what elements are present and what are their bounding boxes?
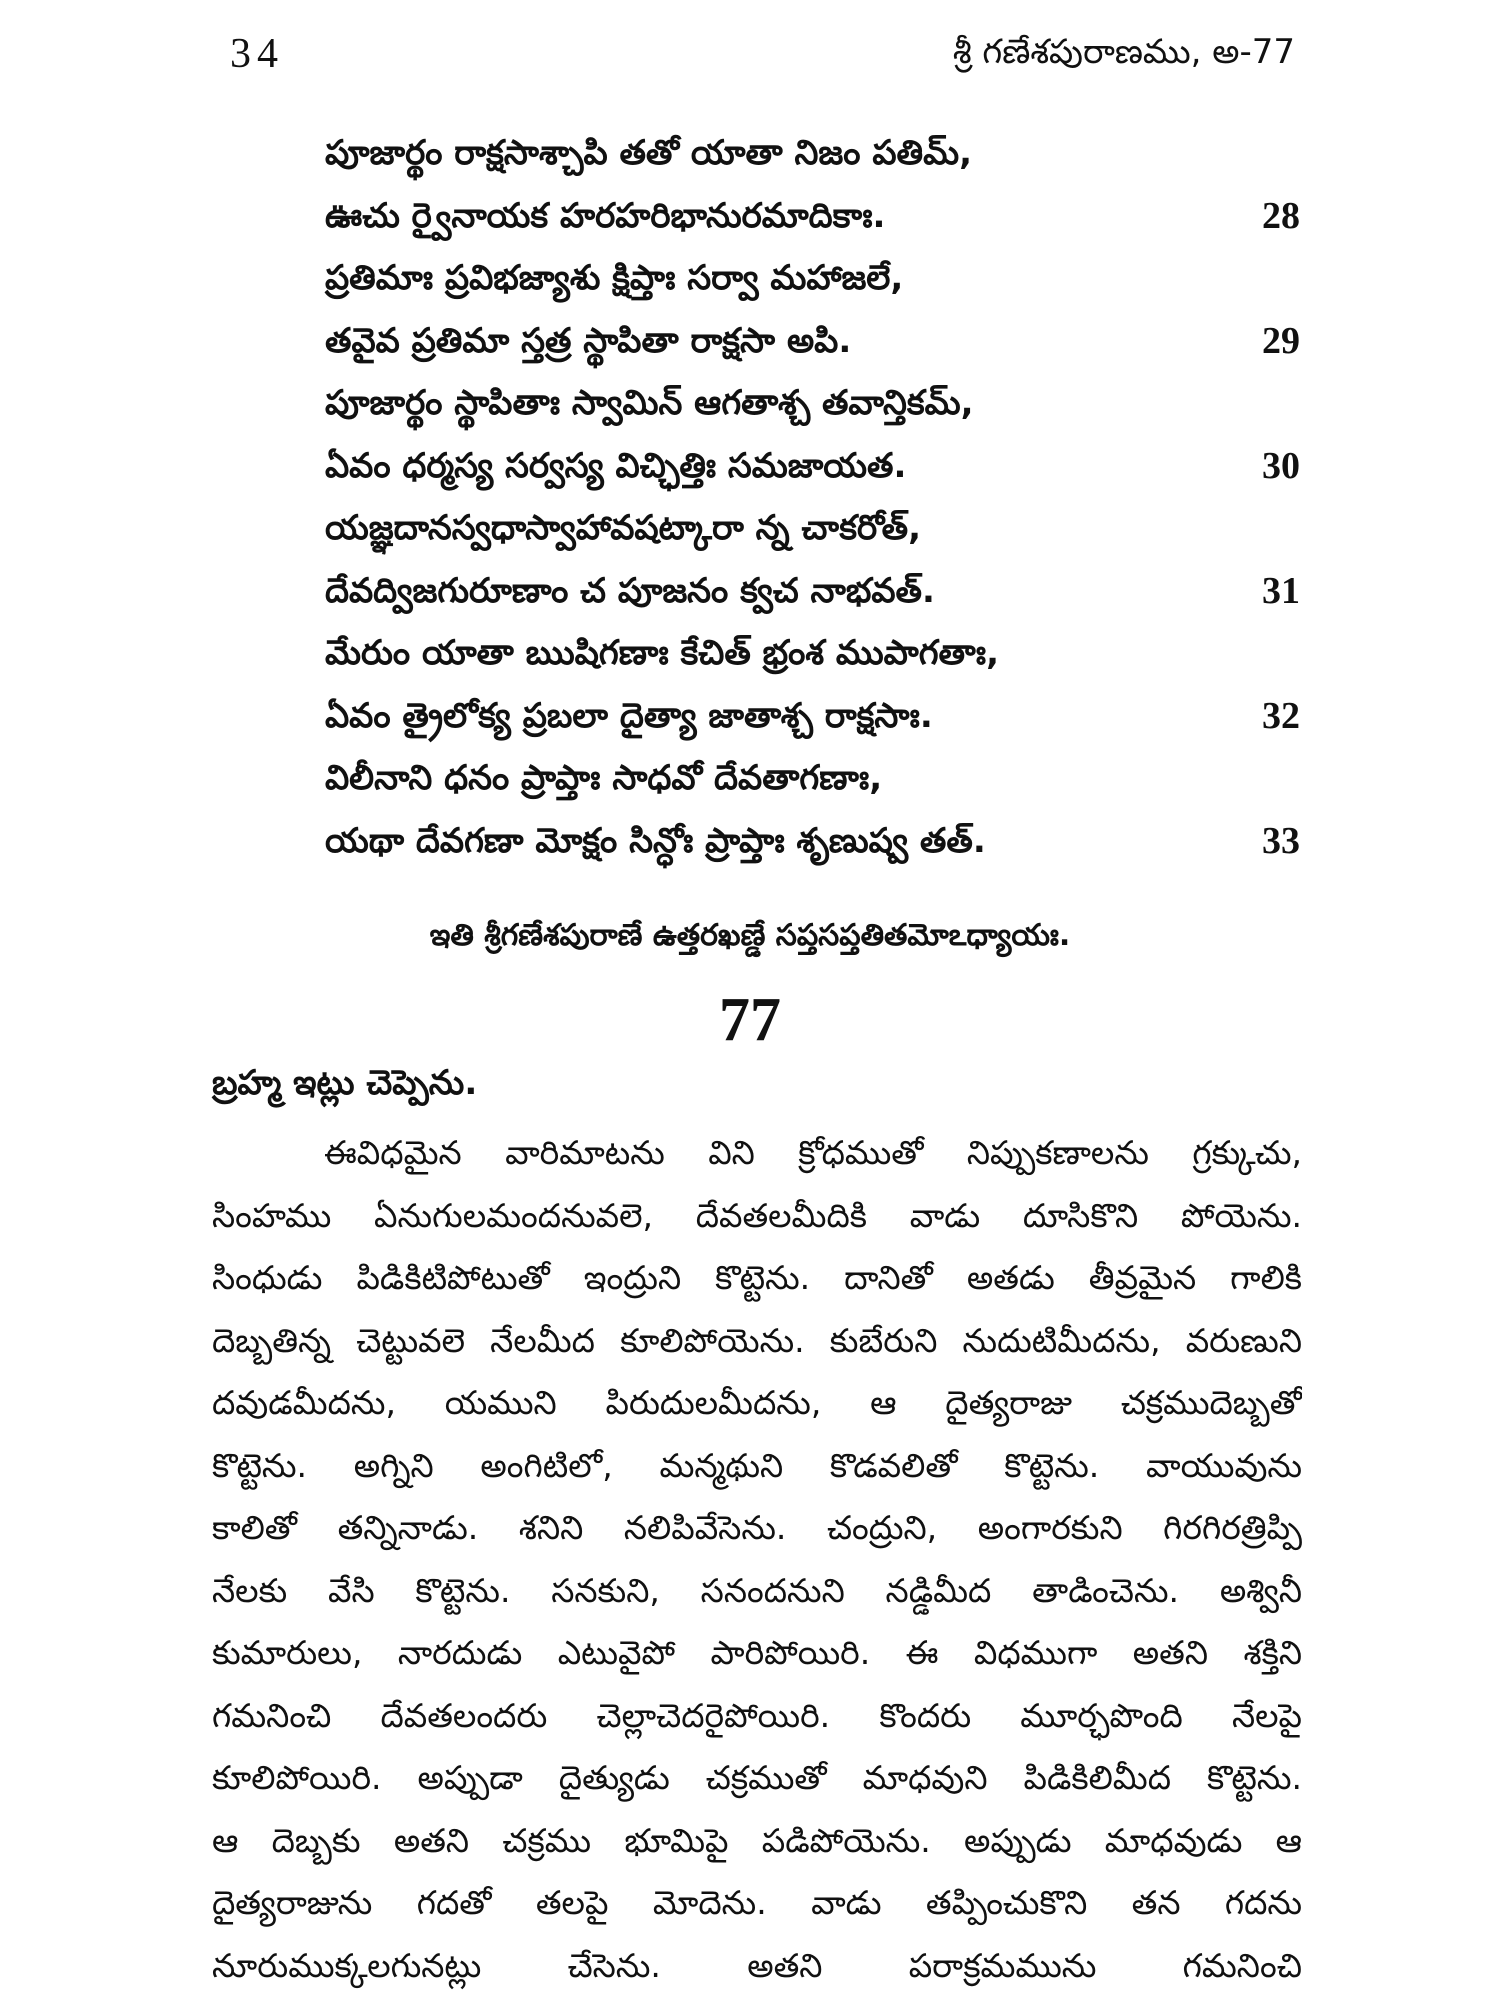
verse-line: యథా దేవగణా మోక్షం సిన్ధోః ప్రాప్తాః శృణుష్వ తత్. 33 — [325, 810, 1300, 873]
prose-line: ఆ దెబ్బకు అతని చక్రము భూమిపై పడిపోయెను. అప్పుడు మాధవుడు ఆ — [212, 1820, 1302, 1860]
chapter-number: 77 — [719, 986, 781, 1054]
prose-line: దవుడమీదను, యముని పిరుదులమీదను, ఆ దైత్యరాజు చక్రముదెబ్బతో — [212, 1383, 1302, 1422]
verse-number: 33 — [1262, 819, 1300, 862]
prose-line: ఈవిధమైన వారిమాటను విని క్రోధముతో నిప్పుకణాలను గ్రక్కుచు, — [324, 1133, 1302, 1172]
prose-line: నూరుముక్కలగునట్లు చేసెను. అతని పరాక్రమమును గమనించి — [212, 1945, 1302, 1985]
page-number: 34 — [230, 31, 284, 77]
verse-line: విలీనాని ధనం ప్రాప్తాః సాధవో దేవతాగణాః, — [325, 758, 883, 798]
verse-number: 29 — [1262, 319, 1300, 362]
verse-line: ప్రతిమాః ప్రవిభజ్యాశు క్షిప్తాః సర్వా మహాజలే, — [325, 258, 904, 298]
intro-line: బ్రహ్మ ఇట్లు చెప్పెను. — [212, 1063, 478, 1103]
verse-number: 32 — [1262, 694, 1300, 737]
verse-block — [325, 122, 1300, 872]
verse-line: ఊచు ర్వైనాయక హరహరిభానురమాదికాః. 28 — [325, 185, 1300, 248]
verse-line: దేవద్విజగురూణాం చ పూజనం క్వచ నాభవత్. 31 — [325, 560, 1300, 623]
verse-line: పూజార్థం రాక్షసాశ్చాపి తతో యాతా నిజం పతిమ్, — [325, 133, 973, 173]
verse-line: ఏవం త్రైలోక్య ప్రబలా దైత్యా జాతాశ్చ రాక్షసాః. 32 — [325, 685, 1300, 748]
verse-number: 30 — [1262, 444, 1300, 487]
prose-line: నేలకు వేసి కొట్టెను. సనకుని, సనందనుని నడ్డిమీద తాడించెను. అశ్వినీ — [212, 1570, 1302, 1610]
verse-number: 31 — [1262, 569, 1300, 612]
prose-line: కుమారులు, నారదుడు ఎటువైపో పారిపోయిరి. ఈ విధముగా అతని శక్తిని — [212, 1633, 1302, 1672]
prose-line: కొట్టెను. అగ్నిని అంగిటిలో, మన్మథుని కొడవలితో కొట్టెను. వాయువును — [212, 1445, 1302, 1485]
prose-line: గమనించి దేవతలందరు చెల్లాచెదరైపోయిరి. కొందరు మూర్ఛపొంది నేలపై — [212, 1695, 1302, 1735]
prose-line: దైత్యరాజును గదతో తలపై మోదెను. వాడు తప్పించుకొని తన గదను — [212, 1883, 1302, 1922]
verse-line: పూజార్థం స్థాపితాః స్వామిన్ ఆగతాశ్చ తవాన్తికమ్, — [325, 383, 974, 423]
verse-line: తవైవ ప్రతిమా స్తత్ర స్థాపితా రాక్షసా అపి. 29 — [325, 310, 1300, 373]
verse-line: యజ్ఞదానస్వధాస్వాహావషట్కారా న్న చాకరోత్, — [325, 508, 921, 548]
verse-line: మేరుం యాతా ఋషిగణాః కేచిత్ భ్రంశ ముపాగతాః, — [325, 633, 1000, 673]
chapter-colophon: ఇతి శ్రీగణేశపురాణే ఉత్తరఖణ్డే సప్తసప్తతితమోఽధ్యాయః. — [429, 918, 1071, 953]
verse-line: ఏవం ధర్మస్య సర్వస్య విచ్ఛిత్తిః సమజాయత. 30 — [325, 435, 1300, 498]
prose-paragraph — [212, 1122, 1302, 1997]
running-title: శ్రీ గణేశపురాణము, అ-77 — [952, 32, 1295, 72]
prose-line: సింహము ఏనుగులమందనువలె, దేవతలమీదికి వాడు దూసికొని పోయెను. — [212, 1195, 1302, 1235]
prose-line: కాలితో తన్నినాడు. శనిని నలిపివేసెను. చంద్రుని, అంగారకుని గిరగిరత్రిప్పి — [212, 1508, 1302, 1547]
prose-line: కూలిపోయిరి. అప్పుడా దైత్యుడు చక్రముతో మాధవుని పిడికిలిమీద కొట్టెను. — [212, 1758, 1302, 1797]
verse-number: 28 — [1262, 194, 1300, 237]
prose-line: దెబ్బతిన్న చెట్టువలె నేలమీద కూలిపోయెను. కుబేరుని నుదుటిమీదను, వరుణుని — [212, 1320, 1302, 1360]
prose-line: సింధుడు పిడికిటిపోటుతో ఇంద్రుని కొట్టెను. దానితో అతడు తీవ్రమైన గాలికి — [212, 1258, 1302, 1297]
